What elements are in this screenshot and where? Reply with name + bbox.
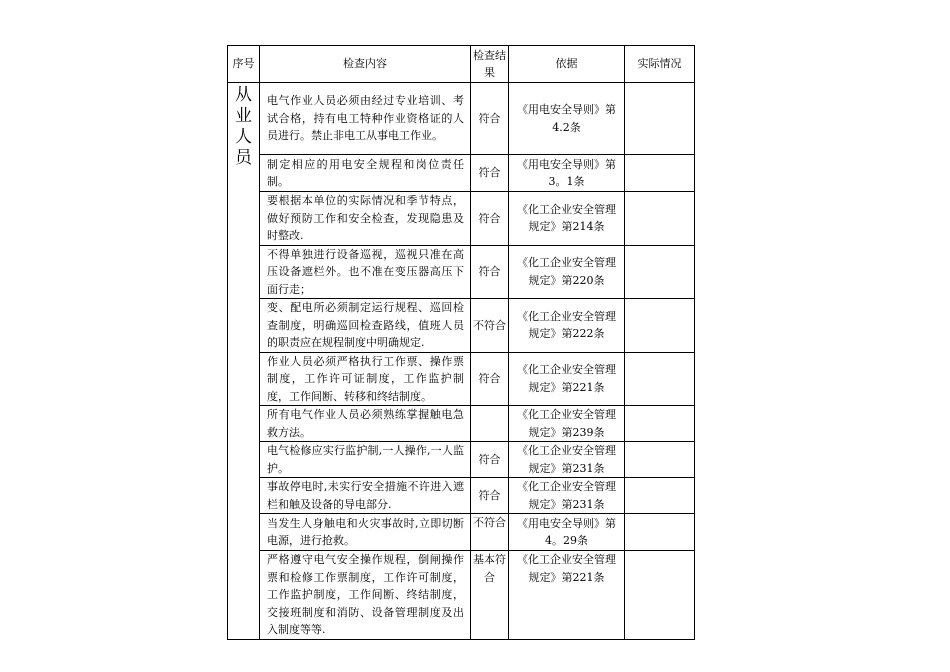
- basis-cell: 《用电安全导则》第4。29条: [509, 514, 625, 551]
- check-content-cell: 事故停电时,未实行安全措施不许进入遮栏和触及设备的导电部分.: [260, 478, 471, 514]
- actual-situation-cell: [625, 551, 695, 640]
- actual-situation-cell: [625, 478, 695, 514]
- actual-situation-cell: [625, 83, 695, 155]
- check-content-cell: 制定相应的用电安全规程和岗位责任制。: [260, 155, 471, 192]
- table-row: [228, 514, 695, 551]
- basis-cell: 《化工企业安全管理规定》第231条: [509, 442, 625, 478]
- header-basis: 依据: [509, 46, 625, 83]
- header-content: 检查内容: [260, 46, 471, 83]
- table-row: [228, 83, 695, 155]
- check-content-cell: 严格遵守电气安全操作规程，倒闸操作票和检修工作票制度，工作许可制度，工作监护制度，工作间断、终结制度，交接班制度和消防、设备管理制度及出入制度等等.: [260, 551, 471, 640]
- category-cell: 从 业 人 员: [228, 83, 260, 640]
- actual-situation-cell: [625, 352, 695, 406]
- check-result-cell: 基本符合: [471, 551, 509, 640]
- check-result-cell: 符合: [471, 442, 509, 478]
- basis-cell: 《用电安全导则》第4.2条: [509, 83, 625, 155]
- check-result-cell: [471, 406, 509, 442]
- header-seq: 序号: [228, 46, 260, 83]
- header-actual: 实际情况: [625, 46, 695, 83]
- basis-cell: 《化工企业安全管理规定》第221条: [509, 352, 625, 406]
- check-content-cell: 要根据本单位的实际情况和季节特点，做好预防工作和安全检查，发现隐患及时整改.: [260, 192, 471, 246]
- check-result-cell: 不符合: [471, 514, 509, 551]
- basis-cell: 《化工企业安全管理规定》第220条: [509, 245, 625, 299]
- header-row: [228, 46, 695, 83]
- basis-cell: 《化工企业安全管理规定》第231条: [509, 478, 625, 514]
- table-row: [228, 299, 695, 353]
- table-row: [228, 406, 695, 442]
- check-result-cell: 符合: [471, 478, 509, 514]
- check-result-cell: 不符合: [471, 299, 509, 353]
- check-result-cell: 符合: [471, 352, 509, 406]
- table-row: [228, 442, 695, 478]
- check-result-cell: 符合: [471, 192, 509, 246]
- check-content-cell: 电气作业人员必须由经过专业培训、考试合格，持有电工特种作业资格证的人员进行。禁止非电工从事电工作业。: [260, 83, 471, 155]
- table-row: [228, 155, 695, 192]
- inspection-table: [227, 45, 695, 640]
- actual-situation-cell: [625, 299, 695, 353]
- check-result-cell: 符合: [471, 245, 509, 299]
- table-row: [228, 352, 695, 406]
- basis-cell: 《化工企业安全管理规定》第214条: [509, 192, 625, 246]
- check-content-cell: 作业人员必须严格执行工作票、操作票制度，工作许可证制度，工作监护制度，工作间断、转移和终结制度。: [260, 352, 471, 406]
- basis-cell: 《用电安全导则》第3。1条: [509, 155, 625, 192]
- actual-situation-cell: [625, 442, 695, 478]
- actual-situation-cell: [625, 245, 695, 299]
- header-result: 检查结果: [471, 46, 509, 83]
- actual-situation-cell: [625, 406, 695, 442]
- table-row: [228, 192, 695, 246]
- actual-situation-cell: [625, 514, 695, 551]
- check-content-cell: 当发生人身触电和火灾事故时,立即切断电源，进行抢救。: [260, 514, 471, 551]
- check-content-cell: 电气检修应实行监护制,一人操作,一人监护。: [260, 442, 471, 478]
- table-row: [228, 478, 695, 514]
- check-content-cell: 变、配电所必须制定运行规程、巡回检查制度，明确巡回检查路线，值班人员的职责应在规程制度中明确规定.: [260, 299, 471, 353]
- basis-cell: 《化工企业安全管理规定》第239条: [509, 406, 625, 442]
- check-result-cell: 符合: [471, 83, 509, 155]
- check-content-cell: 不得单独进行设备巡视，巡视只准在高压设备遮栏外。也不准在变压器高压下面行走；: [260, 245, 471, 299]
- actual-situation-cell: [625, 192, 695, 246]
- check-result-cell: 符合: [471, 155, 509, 192]
- table-row: [228, 245, 695, 299]
- basis-cell: 《化工企业安全管理规定》第221条: [509, 551, 625, 640]
- basis-cell: 《化工企业安全管理规定》第222条: [509, 299, 625, 353]
- actual-situation-cell: [625, 155, 695, 192]
- check-content-cell: 所有电气作业人员必须熟练掌握触电急救方法。: [260, 406, 471, 442]
- table-row: [228, 551, 695, 640]
